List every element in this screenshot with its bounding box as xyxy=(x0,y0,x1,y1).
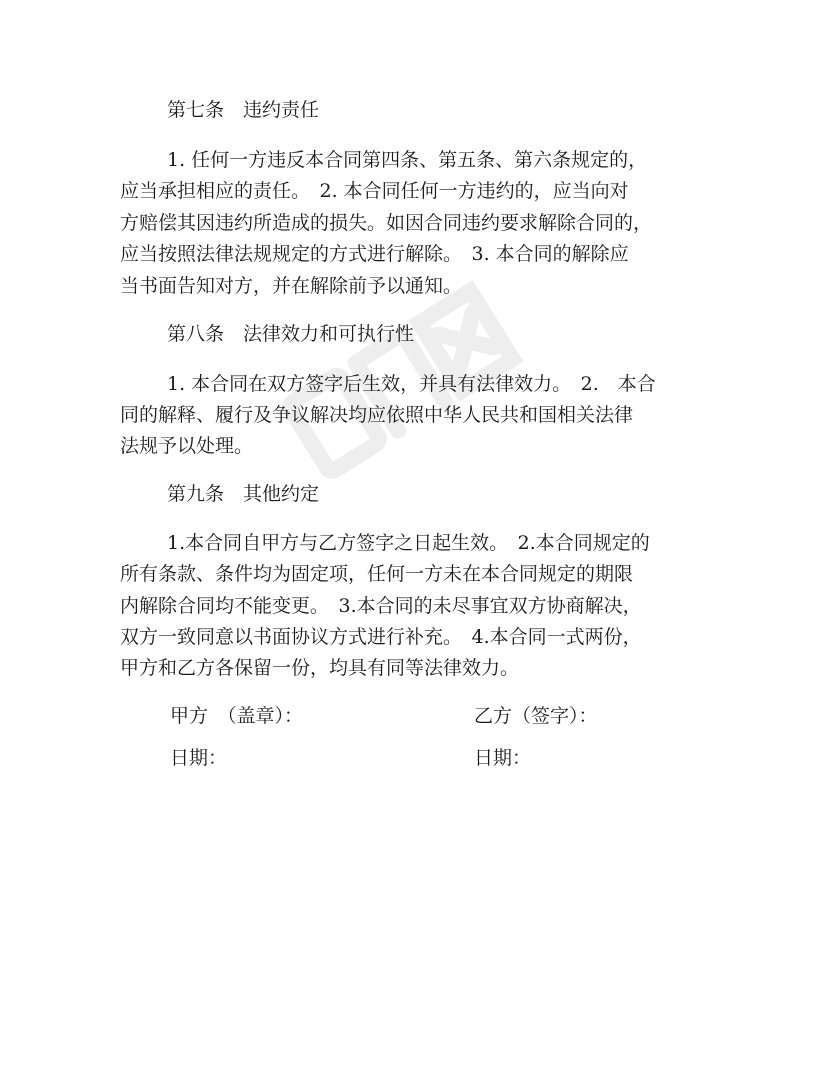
article-9-title: 第九条 其他约定 xyxy=(167,483,320,505)
article-7-line-5: 当书面告知对方，并在解除前予以通知。 xyxy=(120,275,463,297)
party-a-seal-label: 甲方 （盖章）： xyxy=(170,705,304,727)
article-9-line-3: 内解除合同均不能变更。 3.本合同的未尽事宜双方协商解决， xyxy=(120,595,642,617)
article-7-line-2: 应当承担相应的责任。 2. 本合同任何一方违约的，应当向对 xyxy=(120,180,629,202)
party-a-date-label: 日期： xyxy=(170,747,228,769)
article-7-title: 第七条 违约责任 xyxy=(167,99,320,121)
article-7-line-3: 方赔偿其因违约所造成的损失。如因合同违约要求解除合同的， xyxy=(120,212,653,234)
article-8-line-1: 1. 本合同在双方签字后生效，并具有法律效力。 2. 本合 xyxy=(167,373,656,395)
article-7-line-1: 1. 任何一方违反本合同第四条、第五条、第六条规定的， xyxy=(167,149,648,171)
article-9-line-4: 双方一致同意以书面协议方式进行补充。 4.本合同一式两份， xyxy=(120,626,642,648)
article-7-line-4: 应当按照法律法规规定的方式进行解除。 3. 本合同的解除应 xyxy=(120,243,629,265)
article-8-title: 第八条 法律效力和可执行性 xyxy=(167,323,415,345)
article-8-line-2: 同的解释、履行及争议解决均应依照中华人民共和国相关法律 xyxy=(120,404,634,426)
article-9-line-2: 所有条款、条件均为固定项，任何一方未在本合同规定的期限 xyxy=(120,563,634,585)
article-9-line-1: 1.本合同自甲方与乙方签字之日起生效。 2.本合同规定的 xyxy=(167,532,650,554)
article-8-line-3: 法规予以处理。 xyxy=(120,435,254,457)
article-9-line-5: 甲方和乙方各保留一份，均具有同等法律效力。 xyxy=(120,657,520,679)
party-b-date-label: 日期： xyxy=(474,747,532,769)
party-b-signature-label: 乙方（签字）： xyxy=(474,705,598,727)
